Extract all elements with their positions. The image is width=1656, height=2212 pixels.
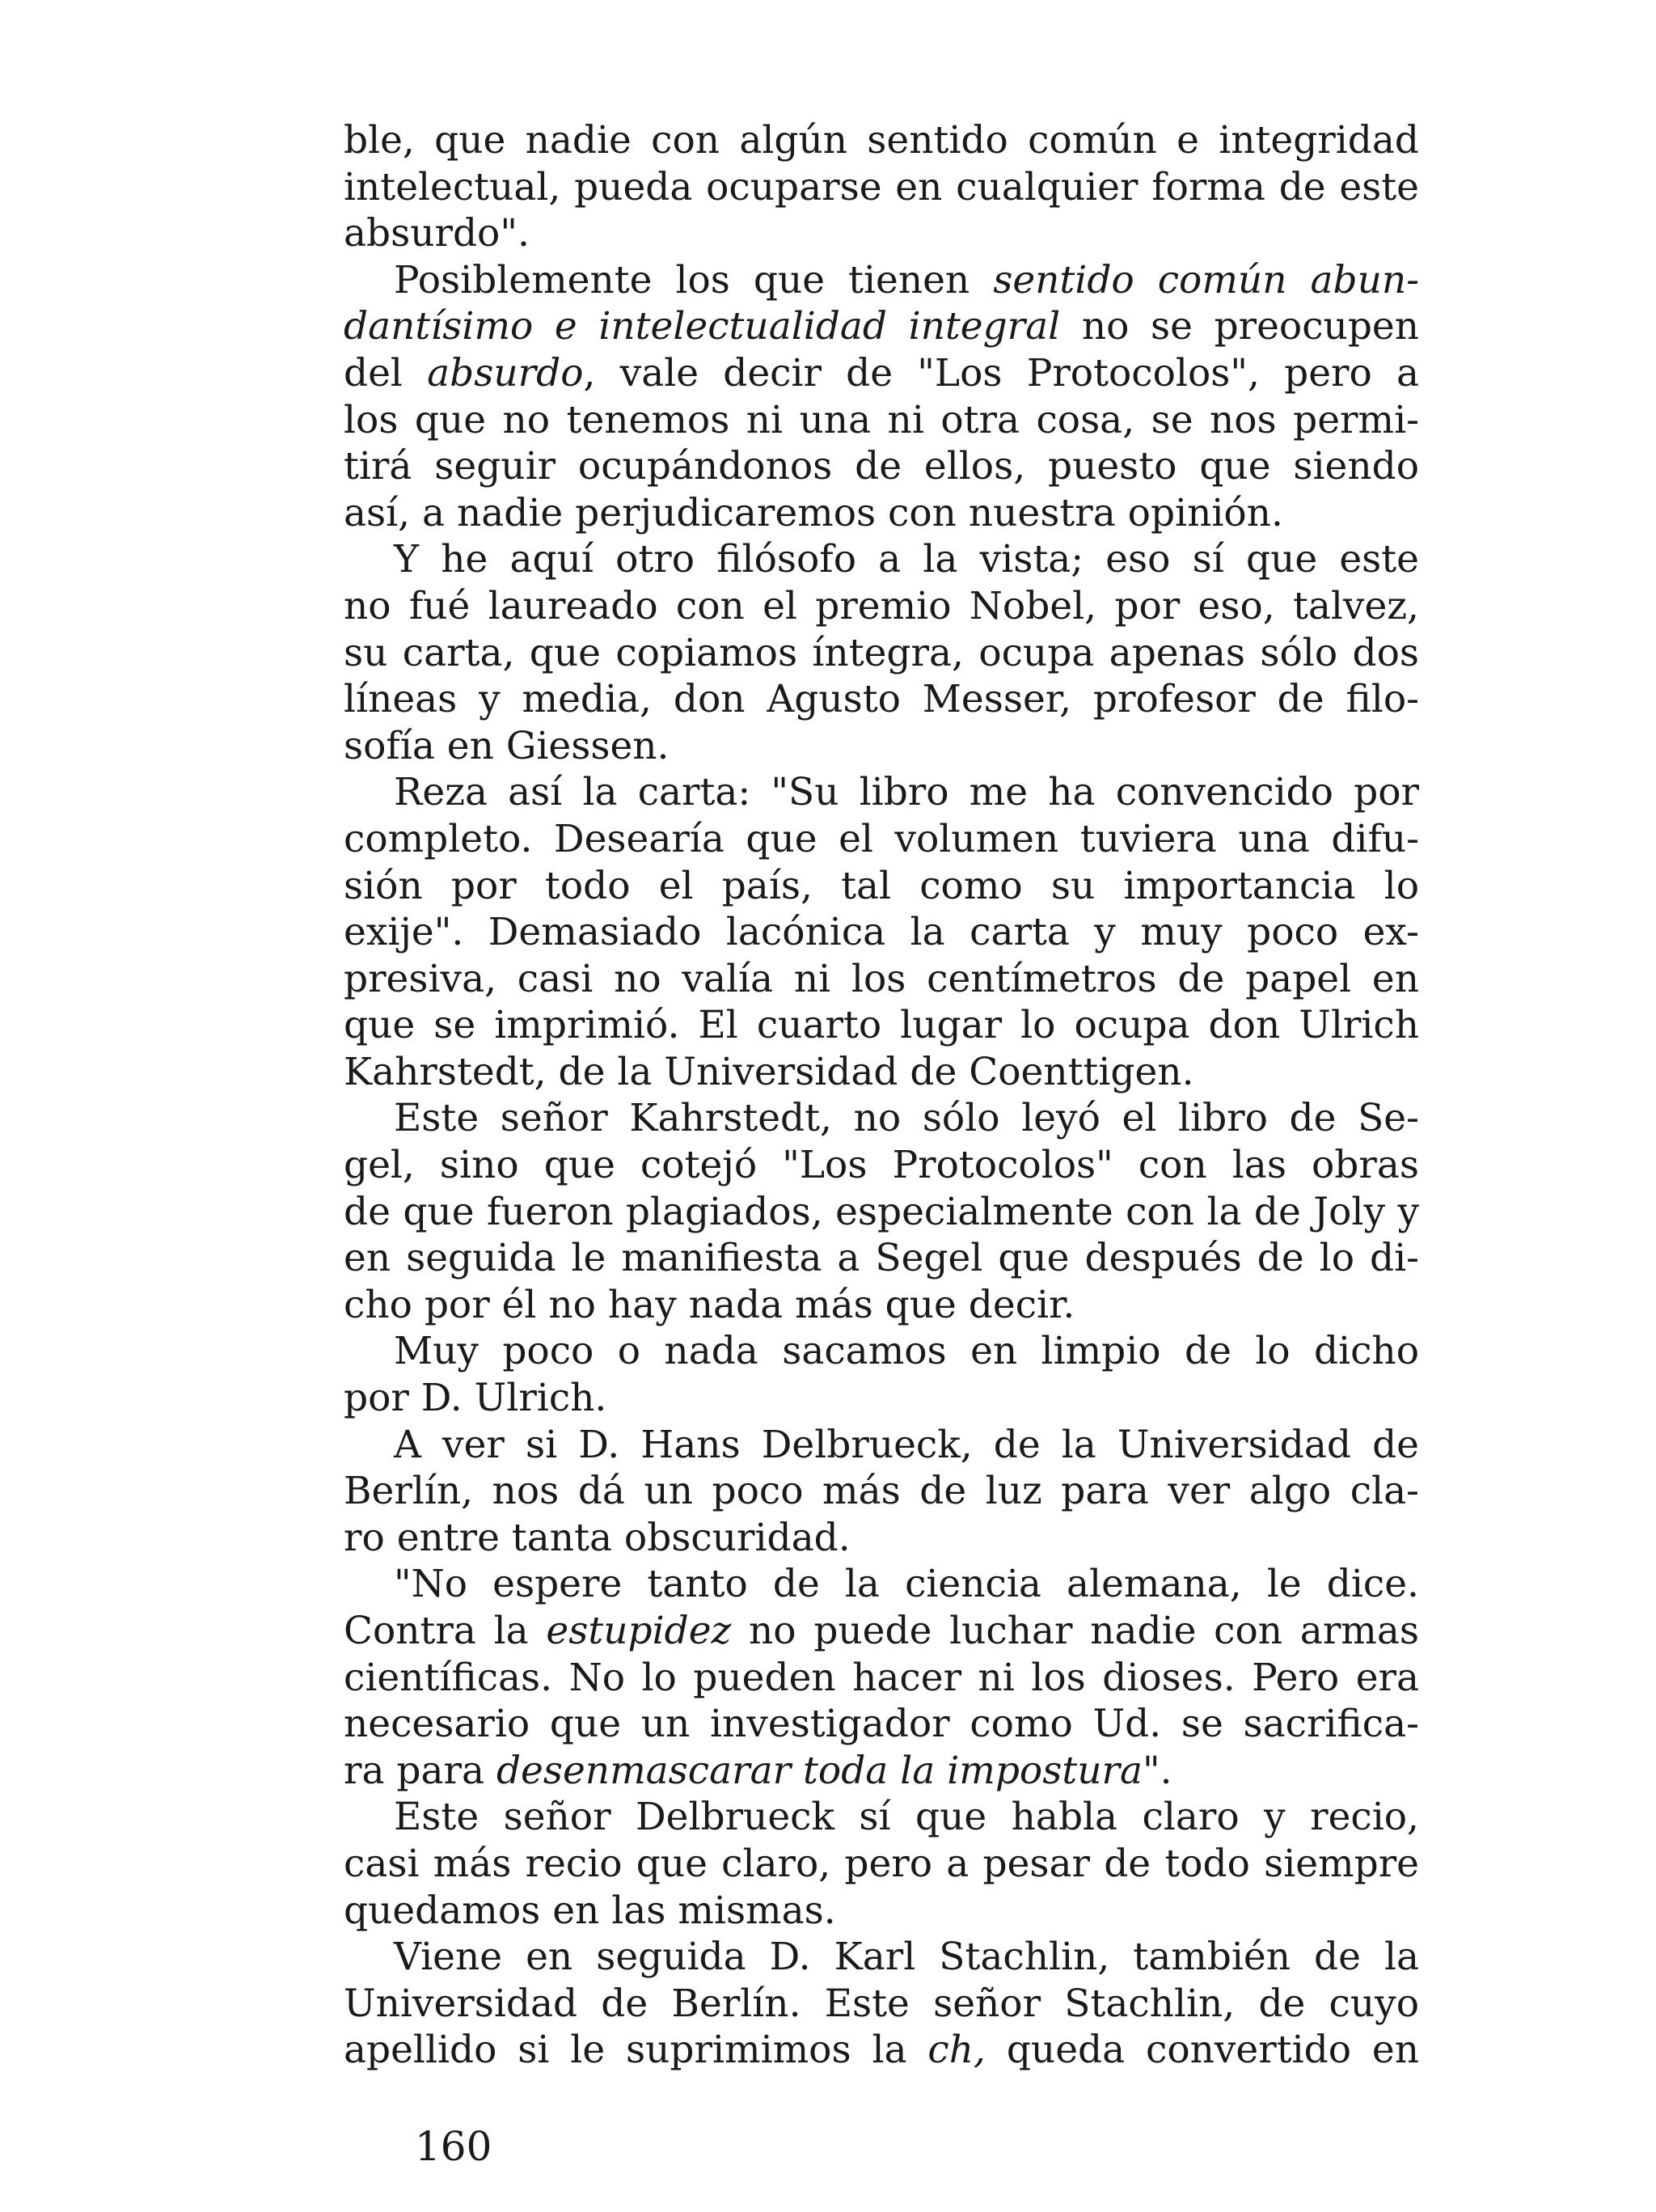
text-line: científicas. No lo pueden hacer ni los dioses. Pero era — [344, 1655, 1419, 1700]
text-line: que se imprimió. El cuarto lugar lo ocupa don Ulrich — [344, 1003, 1419, 1048]
text-line: Berlín, nos dá un poco más de luz para ver algo cla- — [344, 1469, 1419, 1514]
text-line: Este señor Delbrueck sí que habla claro y recio, — [394, 1795, 1419, 1840]
text-line: presiva, casi no valía ni los centímetros de papel en — [344, 956, 1419, 1001]
text-line: ro entre tanta obscuridad. — [344, 1515, 851, 1560]
text-line: necesario que un investigador como Ud. se sacrifica- — [344, 1702, 1419, 1747]
text-line: cho por él no hay nada más que decir. — [344, 1282, 1075, 1327]
text-line — [344, 257, 1419, 304]
text-run: , vale decir de "Los Protocolos", pero a — [583, 350, 1419, 395]
text-line: de que fueron plagiados, especialmente con la de Joly y — [344, 1189, 1419, 1234]
italic-run: ch, — [927, 2028, 986, 2073]
text-line — [344, 1608, 1419, 1655]
text-run: Posiblemente los que tienen — [394, 257, 994, 302]
text-line — [344, 2027, 1419, 2074]
text-line: Este señor Kahrstedt, no sólo leyó el libro de Se- — [394, 1096, 1419, 1141]
page-number: 160 — [415, 2123, 492, 2170]
paragraph — [344, 1794, 1419, 1934]
paragraph — [344, 1095, 1419, 1328]
italic-run: estupidez — [546, 1609, 732, 1653]
text-line: Muy poco o nada sacamos en limpio de lo dicho — [394, 1329, 1419, 1374]
text-run: apellido si le suprimimos la — [344, 2028, 928, 2073]
text-line: absurdo". — [344, 211, 530, 256]
text-line: así, a nadie perjudicaremos con nuestra opinión. — [344, 490, 1283, 535]
text-line — [344, 303, 1419, 350]
text-line: sofía en Giessen. — [344, 723, 670, 768]
paragraph — [344, 257, 1419, 537]
text-line: ble, que nadie con algún sentido común e integridad — [344, 118, 1419, 163]
page-body — [344, 117, 1419, 2074]
text-run: no se preocupen — [1060, 304, 1419, 349]
paragraph — [344, 536, 1419, 769]
text-line: "No espere tanto de la ciencia alemana, le dice. — [394, 1562, 1419, 1607]
paragraph — [344, 117, 1419, 257]
text-run: ra para — [344, 1748, 496, 1793]
text-line: Kahrstedt, de la Universidad de Coenttigen. — [344, 1049, 1194, 1094]
text-line: gel, sino que cotejó "Los Protocolos" con las obras — [344, 1143, 1419, 1188]
paragraph — [344, 1422, 1419, 1562]
text-line: exije". Demasiado lacónica la carta y muy poco ex- — [344, 910, 1419, 955]
text-run: del — [344, 350, 428, 395]
text-line: en seguida le manifiesta a Segel que después de lo di- — [344, 1236, 1419, 1281]
italic-run: desenmascarar toda la impostura — [496, 1748, 1143, 1793]
text-run: Contra la — [344, 1609, 547, 1653]
text-line: completo. Desearía que el volumen tuviera una difu- — [344, 816, 1419, 861]
text-line: Universidad de Berlín. Este señor Stachlin, de cuyo — [344, 1981, 1419, 2026]
text-line: Reza así la carta: "Su libro me ha convencido por — [394, 770, 1419, 815]
paragraph — [344, 769, 1419, 1095]
text-line: intelectual, pueda ocuparse en cualquier forma de este — [344, 164, 1419, 209]
text-run: queda convertido en — [985, 2028, 1419, 2073]
text-line: Y he aquí otro filósofo a la vista; eso sí que este — [394, 537, 1419, 582]
text-line — [344, 1748, 1419, 1795]
italic-run: dantísimo e intelectualidad integral — [344, 304, 1061, 349]
paragraph — [344, 1561, 1419, 1794]
text-line: no fué laureado con el premio Nobel, por eso, talvez, — [344, 583, 1419, 628]
text-line: tirá seguir ocupándonos de ellos, puesto que siendo — [344, 444, 1419, 489]
paragraph — [344, 1328, 1419, 1421]
text-line: casi más recio que claro, pero a pesar de todo siempre — [344, 1841, 1419, 1886]
paragraph — [344, 1934, 1419, 2074]
text-line — [344, 350, 1419, 397]
text-line: Viene en seguida D. Karl Stachlin, también de la — [394, 1935, 1419, 1980]
text-line: sión por todo el país, tal como su importancia lo — [344, 863, 1419, 908]
text-line: quedamos en las mismas. — [344, 1888, 836, 1933]
text-line: líneas y media, don Agusto Messer, profesor de filo- — [344, 677, 1419, 722]
italic-run: sentido común abun- — [993, 257, 1420, 302]
italic-run: absurdo — [427, 350, 584, 395]
text-run: ". — [1143, 1748, 1172, 1793]
text-run: no puede luchar nadie con armas — [731, 1609, 1419, 1653]
text-line: los que no tenemos ni una ni otra cosa, se nos permi- — [344, 397, 1419, 442]
text-line: A ver si D. Hans Delbrueck, de la Universidad de — [394, 1422, 1419, 1467]
text-line: su carta, que copiamos íntegra, ocupa apenas sólo dos — [344, 630, 1419, 675]
text-line: por D. Ulrich. — [344, 1376, 607, 1421]
